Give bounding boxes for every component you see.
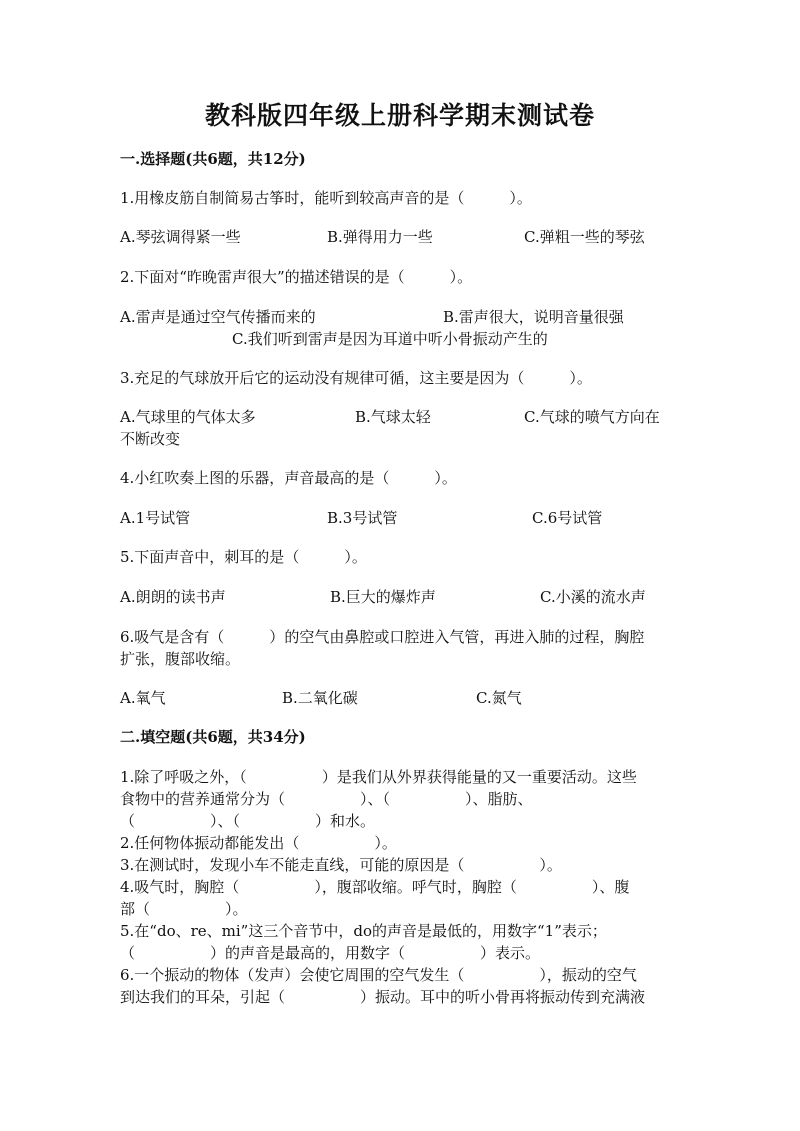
fill-line-8: 5.在“do、re、mi”这三个音节中，do的声音是最低的，用数字“1”表示； [120,922,607,940]
question-2: 2.下面对“昨晚雷声很大”的描述错误的是（ ）。 [120,268,473,286]
q1-option-b: B.弹得用力一些 [327,228,433,246]
fill-line-10: 6.一个振动的物体（发声）会使它周围的空气发生（ ），振动的空气 [120,966,637,984]
q1-option-a: A.琴弦调得紧一些 [120,228,241,246]
q1-option-c: C.弹粗一些的琴弦 [524,228,645,246]
question-1: 1.用橡皮筋自制简易古筝时，能听到较高声音的是（ ）。 [120,189,532,207]
q2-option-c: C.我们听到雷声是因为耳道中听小骨振动产生的 [232,330,548,348]
fill-line-1: 1.除了呼吸之外，（ ）是我们从外界获得能量的又一重要活动。这些 [120,768,637,786]
question-6-cont: 扩张，腹部收缩。 [120,650,241,668]
fill-line-5: 3.在测试时，发现小车不能走直线，可能的原因是（ ）。 [120,856,562,874]
q5-option-a: A.朗朗的读书声 [120,588,226,606]
question-4: 4.小红吹奏上图的乐器，声音最高的是（ ）。 [120,469,457,487]
page-title: 教科版四年级上册科学期末测试卷 [204,101,595,130]
q6-option-b: B.二氧化碳 [282,689,358,707]
question-5: 5.下面声音中，刺耳的是（ ）。 [120,548,367,566]
fill-line-3: （ ）、（ ）和水。 [120,812,376,830]
fill-line-6: 4.吸气时，胸腔（ ），腹部收缩。呼气时，胸腔（ ）、腹 [120,878,630,896]
q4-option-c: C.6号试管 [532,509,603,527]
fill-line-9: （ ）的声音是最高的，用数字（ ）表示。 [120,944,541,962]
q2-option-a: A.雷声是通过空气传播而来的 [120,308,316,326]
fill-line-11: 到达我们的耳朵，引起（ ）振动。耳中的听小骨再将振动传到充满液 [120,988,646,1006]
fill-line-2: 食物中的营养通常分为（ ）、（ ）、脂肪、 [120,790,533,808]
question-6: 6.吸气是含有（ ）的空气由鼻腔或口腔进入气管，再进入肺的过程，胸腔 [120,628,645,646]
q3-option-b: B.气球太轻 [355,408,431,426]
q3-option-a: A.气球里的气体太多 [120,408,256,426]
q4-option-b: B.3号试管 [327,509,398,527]
q3-option-c-cont: 不断改变 [120,430,181,448]
q5-option-b: B.巨大的爆炸声 [330,588,436,606]
fill-line-4: 2.任何物体振动都能发出（ ）。 [120,834,397,852]
q6-option-c: C.氮气 [476,689,522,707]
q2-option-b: B.雷声很大，说明音量很强 [443,308,624,326]
q3-option-c: C.气球的喷气方向在 [524,408,660,426]
q4-option-a: A.1号试管 [120,509,191,527]
q5-option-c: C.小溪的流水声 [540,588,646,606]
fill-line-7: 部（ ）。 [120,900,248,918]
question-3: 3.充足的气球放开后它的运动没有规律可循，这主要是因为（ ）。 [120,369,592,387]
q6-option-a: A.氧气 [120,689,166,707]
section-1-heading: 一.选择题(共6题，共12分) [120,150,306,168]
section-2-heading: 二.填空题(共6题，共34分) [120,728,306,746]
